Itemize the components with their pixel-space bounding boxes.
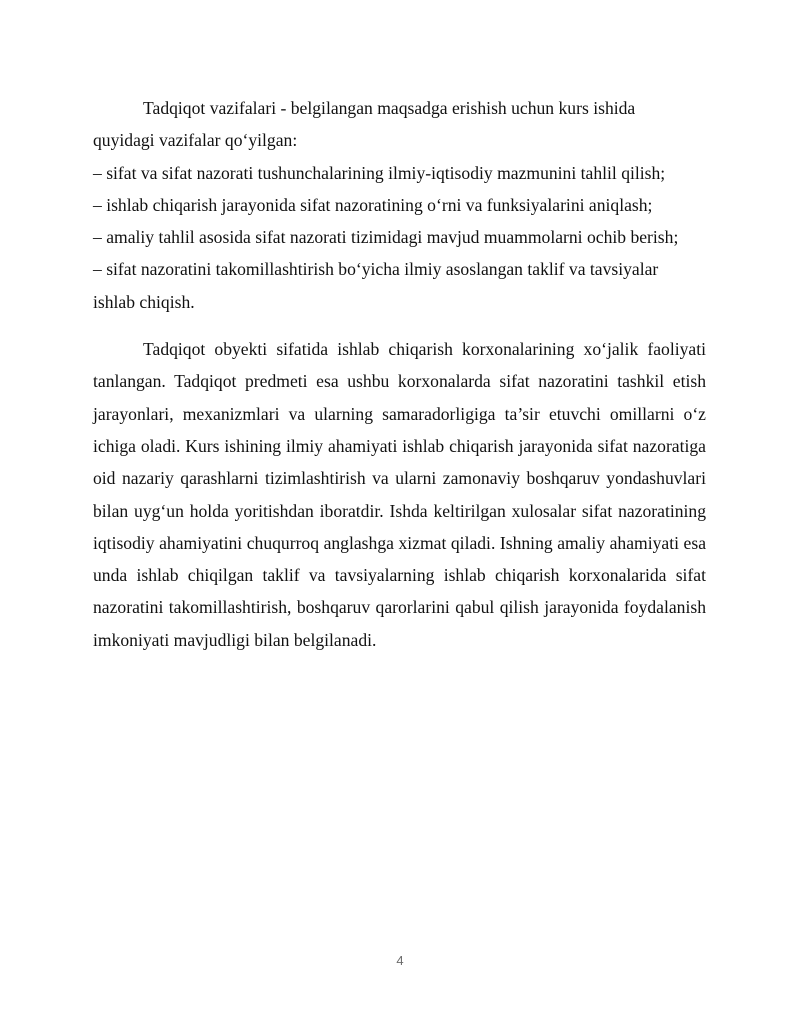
tasks-paragraph — [93, 92, 706, 318]
task-item-4: – sifat nazoratini takomillashtirish bo‘yicha ilmiy asoslangan taklif va tavsiyalar — [93, 259, 659, 280]
task-item-1: – sifat va sifat nazorati tushunchalarining ilmiy-iqtisodiy mazmunini tahlil qilish; — [93, 162, 666, 183]
task-item-4-continuation: ishlab chiqish. — [93, 291, 195, 312]
research-object-paragraph: Tadqiqot obyekti sifatida ishlab chiqarish korxonalarining xo‘jalik faoliyati tanlangan. Tadqiqot predmeti esa ushbu korxonalarda sifat nazoratini tashkil etish jarayonlari, mexanizmlari va ularning samaradorligiga ta’sir etuvchi omillarni o‘z ichiga oladi. Kurs ishining ilmiy ahamiyati ishlab chiqarish jarayonida sifat nazoratiga oid nazariy qarashlarni tizimlashtirish va ularni zamonaviy boshqaruv yondashuvlari bilan uyg‘un holda yoritishdan iboratdir. Ishda keltirilgan xulosalar sifat nazoratining iqtisodiy ahamiyatini chuqurroq anglashga xizmat qiladi. Ishning amaliy ahamiyati esa unda ishlab chiqilgan taklif va tavsiyalarning ishlab chiqarish korxonalarida sifat nazoratini takomillashtirish, boshqaruv qarorlarini qabul qilish jarayonida foydalanish imkoniyati mavjudligi bilan belgilanadi. — [93, 339, 706, 650]
tasks-intro-line-1: Tadqiqot vazifalari - belgilangan maqsadga erishish uchun kurs ishida — [143, 98, 636, 118]
page-number: 4 — [396, 953, 404, 968]
task-item-2: – ishlab chiqarish jarayonida sifat nazoratining o‘rni va funksiyalarini aniqlash; — [93, 194, 653, 215]
tasks-intro-line-2: quyidagi vazifalar qo‘yilgan: — [93, 130, 298, 151]
task-item-3: – amaliy tahlil asosida sifat nazorati tizimidagi mavjud muammolarni ochib berish; — [93, 227, 679, 248]
page-content — [93, 92, 706, 656]
